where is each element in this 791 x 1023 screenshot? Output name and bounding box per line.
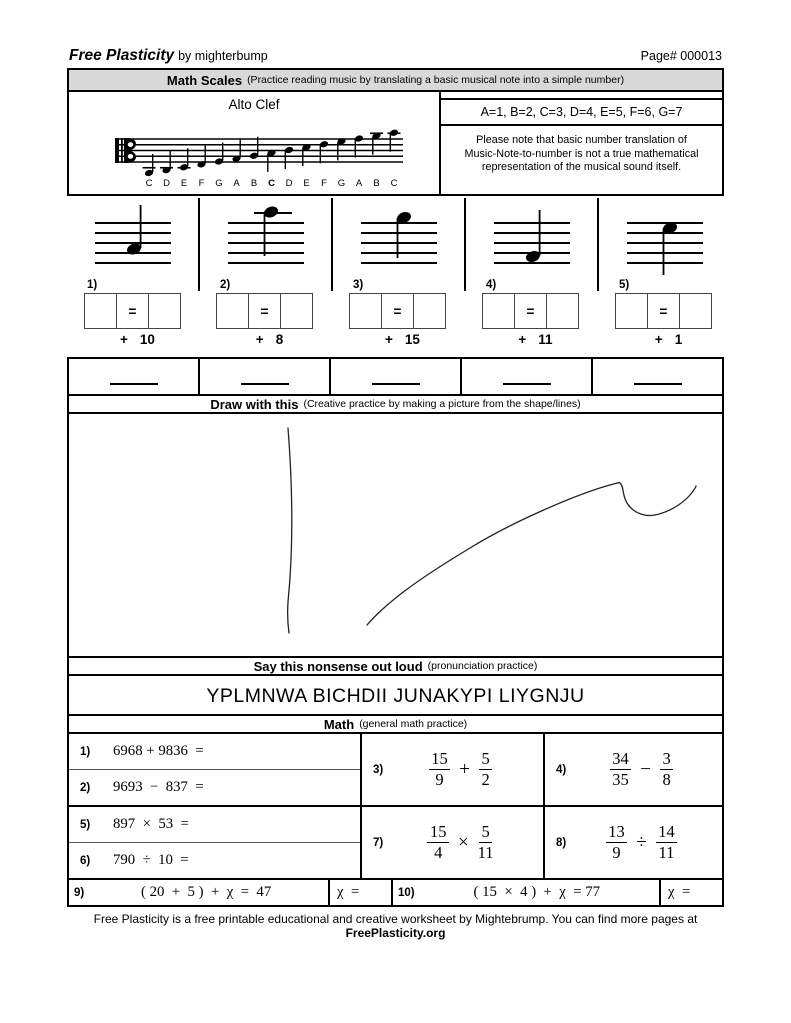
footer-text: Free Plasticity is a free printable educational and creative worksheet by Mightebrump. You can find more pages at [93, 912, 698, 926]
equals-cell: = [381, 294, 413, 328]
result-cell[interactable] [679, 294, 711, 328]
answer-box-3 [349, 293, 446, 329]
note-letter: E [180, 178, 188, 189]
result-cell[interactable] [148, 294, 180, 328]
math-block-chi [69, 880, 722, 905]
mini-staff-2-drawing [200, 198, 331, 276]
math-problem-10[interactable]: 10) ( 15 × 4 ) + χ = 77 [391, 880, 659, 905]
section-bar-nonsense [67, 656, 724, 676]
mini-staff-1 [67, 198, 198, 291]
answer-blank-2[interactable] [198, 359, 329, 394]
answer-blank-5[interactable] [591, 359, 722, 394]
alto-staff-notes [143, 129, 401, 178]
note-letter: F [321, 178, 327, 189]
note-number-legend: A=1, B=2, C=3, D=4, E=5, F=6, G=7 [441, 98, 722, 126]
note-letter: A [355, 178, 363, 189]
equals-cell: = [647, 294, 679, 328]
note-problem-4 [464, 198, 597, 350]
problem-label: 3) [353, 279, 364, 291]
note-letter: B [250, 178, 258, 189]
page-footer [67, 912, 724, 940]
addend-row [198, 332, 331, 350]
drawing-canvas[interactable] [67, 412, 724, 658]
equals-cell: = [514, 294, 546, 328]
problem-label: 1) [87, 279, 98, 291]
addend-row [331, 332, 464, 350]
note-letter: D [163, 178, 170, 189]
problem-label: 5) [619, 279, 630, 291]
note-problem-2 [198, 198, 331, 350]
note-letter: C [390, 178, 398, 189]
answer-box-1 [84, 293, 181, 329]
math-problem-2[interactable]: 2) 9693 − 837 = [69, 769, 360, 805]
mini-staff-5-drawing [599, 198, 730, 276]
math-problem-1[interactable]: 1) 6968 + 9836 = [80, 743, 204, 759]
footer-site-link[interactable]: FreePlasticity.org [345, 926, 446, 940]
result-cell[interactable] [413, 294, 445, 328]
blank-line [110, 383, 158, 385]
mini-staff-1-drawing [67, 198, 198, 276]
stroke-vertical-line [288, 428, 292, 633]
note-letter: G [215, 178, 223, 189]
section-title: Math Scales [166, 72, 243, 88]
math-problem-3[interactable]: 3) $\frac{15}{9}$ + $\frac{5}{2}$ [362, 734, 545, 805]
blank-line [241, 383, 289, 385]
plus-sign: + [518, 332, 527, 347]
addend-value: 11 [538, 332, 553, 347]
worksheet-page [67, 0, 724, 940]
answer-box-4 [482, 293, 579, 329]
seed-strokes [69, 414, 722, 656]
mini-staff-4 [464, 198, 597, 291]
answer-box-2 [216, 293, 313, 329]
note-letter: F [198, 178, 205, 189]
note-value-cell[interactable] [616, 294, 647, 328]
section-subtitle: (Practice reading music by translating a basic musical note into a simple number) [247, 74, 625, 86]
nonsense-text: YPLMNWA BICHDII JUNAKYPI LIYGNJU [67, 674, 724, 716]
result-cell[interactable] [280, 294, 312, 328]
problem-label: 4) [486, 279, 497, 291]
note-letter: E [303, 178, 310, 189]
note-letter: B [373, 178, 380, 189]
note-letter: C [145, 178, 153, 189]
translation-cell [441, 92, 722, 194]
blank-line [634, 383, 682, 385]
math-problems-grid [67, 732, 724, 907]
plus-sign: + [654, 332, 663, 347]
note-value-cell[interactable] [85, 294, 116, 328]
note-letter: A [233, 178, 240, 189]
brand-byline: by mighterbump [178, 49, 268, 63]
brand-title [69, 47, 268, 65]
math-problem-6[interactable]: 6) 790 ÷ 10 = [69, 842, 360, 878]
math-block-lower [69, 807, 722, 880]
section-bar-math [67, 714, 724, 734]
note-value-cell[interactable] [217, 294, 248, 328]
mini-staff-4-drawing [466, 198, 597, 276]
section-title: Math [323, 716, 355, 732]
note-value-cell[interactable] [350, 294, 381, 328]
simple-problems-upper [69, 734, 362, 805]
section-title: Draw with this [210, 396, 299, 412]
addend-row [597, 332, 730, 350]
math-problem-8[interactable]: 8) $\frac{13}{9}$ ÷ $\frac{14}{11}$ [545, 807, 722, 878]
addend-value: 15 [404, 332, 420, 347]
addend-row [464, 332, 597, 350]
section-bar-math-scales [67, 68, 724, 92]
addend-value: 10 [139, 332, 155, 347]
chi-answer-9[interactable]: χ = [328, 880, 391, 905]
mini-staff-2 [198, 198, 331, 291]
math-problem-9[interactable]: 9) ( 20 + 5 ) + χ = 47 [74, 884, 272, 900]
plus-sign: + [255, 332, 264, 347]
answer-blank-4[interactable] [460, 359, 591, 394]
addend-value: 8 [275, 332, 284, 347]
answer-box-5 [615, 293, 712, 329]
simple-problems-lower [69, 807, 362, 878]
chi-answer-10[interactable]: χ = [659, 880, 722, 905]
disclaimer-text: Please note that basic number translation of Music-Note-to-number is not a true mathematical representation of the musical sound itself. [464, 134, 699, 173]
page-header [67, 47, 724, 68]
result-cell[interactable] [546, 294, 578, 328]
section-title: Say this nonsense out loud [253, 658, 423, 674]
math-problem-7[interactable]: 7) $\frac{15}{4}$ × $\frac{5}{11}$ [362, 807, 545, 878]
page-number: Page# 000013 [640, 49, 722, 63]
equals-cell: = [248, 294, 280, 328]
stroke-swoosh-curve [367, 483, 696, 625]
staff-lines [115, 139, 403, 162]
note-letter: C [268, 178, 275, 189]
section-bar-draw [67, 394, 724, 414]
answer-blank-3[interactable] [329, 359, 460, 394]
mini-staff-3 [331, 198, 464, 291]
blank-line [503, 383, 551, 385]
math-problem-5[interactable]: 5) 897 × 53 = [80, 816, 189, 832]
mini-staff-3-drawing [333, 198, 464, 276]
note-problems-row [67, 198, 724, 350]
clef-title: Alto Clef [228, 97, 280, 112]
math-block-upper [69, 734, 722, 807]
answer-blanks-row [67, 357, 724, 396]
brand-name: Free Plasticity [69, 47, 175, 64]
plus-sign: + [385, 332, 393, 347]
math-problem-4[interactable]: 4) $\frac{34}{35}$ − $\frac{3}{8}$ [545, 734, 722, 805]
equals-cell: = [116, 294, 148, 328]
addend-value: 1 [674, 332, 683, 347]
note-problem-3 [331, 198, 464, 350]
note-value-cell[interactable] [483, 294, 514, 328]
plus-sign: + [120, 332, 128, 347]
section-subtitle: (Creative practice by making a picture from the shape/lines) [303, 398, 581, 410]
music-scales-panel [67, 90, 724, 196]
note-letter: G [337, 178, 346, 189]
addend-row [67, 332, 198, 350]
problem-label: 2) [220, 279, 231, 291]
mini-staff-5 [597, 198, 730, 291]
section-subtitle: (pronunciation practice) [427, 660, 538, 672]
section-subtitle: (general math practice) [359, 718, 468, 730]
blank-line [372, 383, 420, 385]
alto-clef-cell [69, 92, 441, 194]
note-problem-1 [67, 198, 198, 350]
answer-blank-1[interactable] [69, 359, 198, 394]
note-letter: D [285, 178, 293, 189]
note-problem-5 [597, 198, 730, 350]
